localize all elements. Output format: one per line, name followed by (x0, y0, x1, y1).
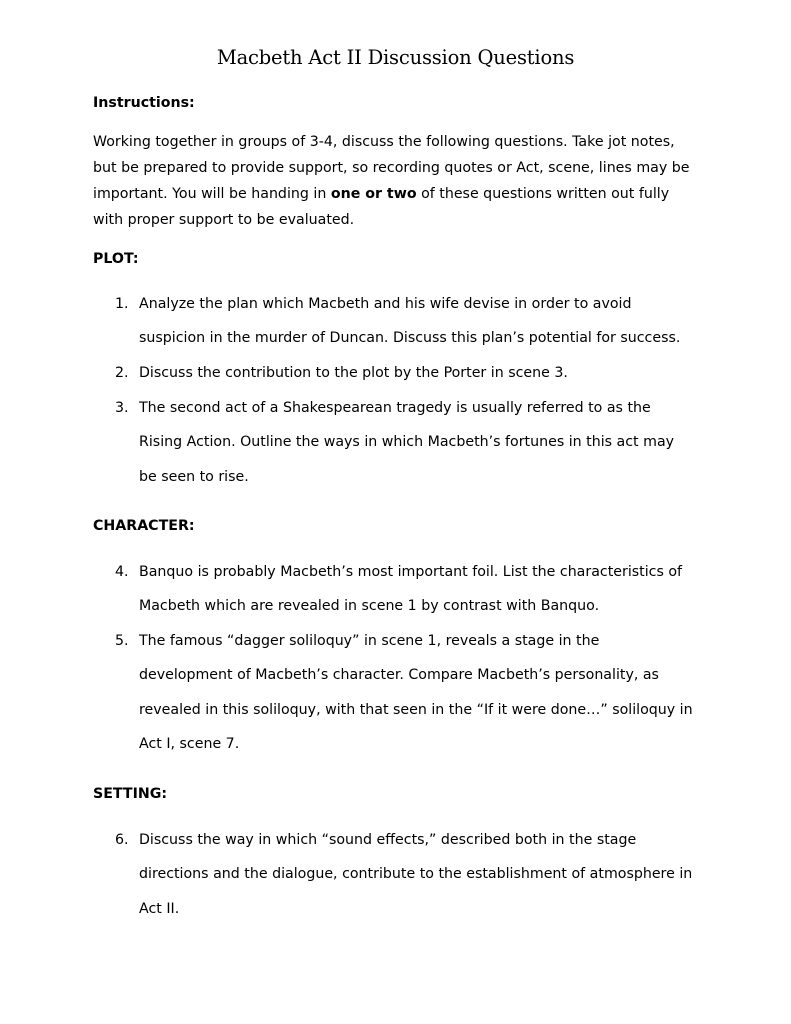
question-number: 4. (115, 564, 129, 580)
question-line: Act I, scene 7. (139, 736, 240, 752)
question-line: The second act of a Shakespearean tragedy is usually referred to as the (139, 400, 651, 416)
question-line: The famous “dagger soliloquy” in scene 1, reveals a stage in the (139, 633, 600, 649)
instructions-line-2: but be prepared to provide support, so recording quotes or Act, scene, lines may be (93, 160, 690, 176)
question-line: development of Macbeth’s character. Compare Macbeth’s personality, as (139, 667, 659, 683)
instructions-paragraph (93, 129, 713, 233)
section-heading-plot: PLOT: (93, 251, 139, 267)
section-heading-character: CHARACTER: (93, 518, 195, 534)
question-line: Act II. (139, 901, 180, 917)
question-line: Discuss the way in which “sound effects,” described both in the stage (139, 832, 637, 848)
instructions-heading: Instructions: (93, 95, 195, 111)
section-heading-setting: SETTING: (93, 786, 168, 802)
instructions-emphasis: one or two (330, 186, 417, 202)
question-line: Macbeth which are revealed in scene 1 by contrast with Banquo. (139, 598, 600, 614)
question-line: revealed in this soliloquy, with that seen in the “If it were done…” soliloquy in (139, 702, 693, 718)
question-number: 5. (115, 633, 129, 649)
question-number: 3. (115, 400, 129, 416)
question-line: Discuss the contribution to the plot by the Porter in scene 3. (139, 365, 568, 381)
instructions-line-1: Working together in groups of 3-4, discuss the following questions. Take jot notes, (93, 134, 675, 150)
question-line: Banquo is probably Macbeth’s most important foil. List the characteristics of (139, 564, 683, 580)
page-title: Macbeth Act II Discussion Questions (216, 46, 575, 69)
question-line: directions and the dialogue, contribute to the establishment of atmosphere in (139, 866, 693, 882)
instructions-line-4: with proper support to be evaluated. (93, 212, 355, 228)
question-line: Analyze the plan which Macbeth and his wife devise in order to avoid (139, 296, 632, 312)
question-line: be seen to rise. (139, 469, 249, 485)
question-number: 6. (115, 832, 129, 848)
question-line: suspicion in the murder of Duncan. Discuss this plan’s potential for success. (139, 330, 681, 346)
question-line: Rising Action. Outline the ways in which Macbeth’s fortunes in this act may (139, 434, 675, 450)
question-number: 1. (115, 296, 129, 312)
question-number: 2. (115, 365, 129, 381)
instructions-line-3 (93, 181, 713, 207)
instructions-line-3-pre: important. You will be handing in (93, 186, 331, 202)
instructions-line-3-post: of these questions written out fully (416, 186, 670, 202)
